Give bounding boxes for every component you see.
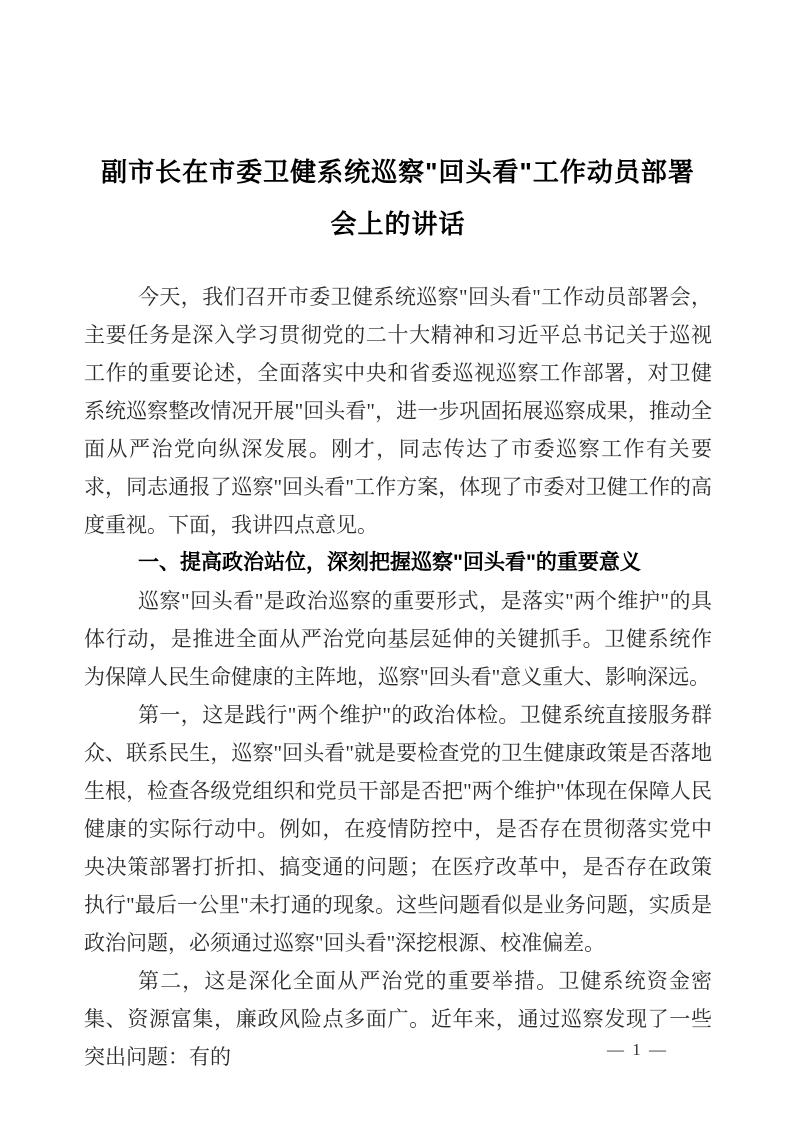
page-title: 副市长在市委卫健系统巡察"回头看"工作动员部署会上的讲话 [101, 157, 695, 239]
document-content [84, 0, 712, 1076]
section-heading: 一、提高政治站位，深刻把握巡察"回头看"的重要意义 [138, 551, 641, 574]
body-paragraph: 今天，我们召开市委卫健系统巡察"回头看"工作动员部署会，主要任务是深入学习贯彻党的二十大精神和习近平总书记关于巡视工作的重要论述，全面落实中央和省委巡视巡察工作部署，对卫健系统巡察整改情况开展"回头看"，进一步巩固拓展巡察成果，推动全面从严治党向纵深发展。刚才，同志传达了市委巡察工作有关要求，同志通报了巡察"回头看"工作方案，体现了市委对卫健工作的高度重视。下面，我讲四点意见。 [84, 285, 712, 537]
body-paragraph: 巡察"回头看"是政治巡察的重要形式，是落实"两个维护"的具体行动，是推进全面从严治党向基层延伸的关键抓手。卫健系统作为保障人民生命健康的主阵地，巡察"回头看"意义重大、影响深远。 [84, 589, 712, 689]
document-body [84, 278, 712, 1076]
body-paragraph: 第二，这是深化全面从严治党的重要举措。卫健系统资金密集、资源富集，廉政风险点多面广。近年来，通过巡察发现了一些突出问题：有的 [84, 969, 712, 1069]
page-number: — 1 — [607, 1040, 668, 1059]
body-paragraph: 第一，这是践行"两个维护"的政治体检。卫健系统直接服务群众、联系民生，巡察"回头看"就是要检查党的卫生健康政策是否落地生根，检查各级党组织和党员干部是否把"两个维护"体现在保障人民健康的实际行动中。例如，在疫情防控中，是否存在贯彻落实党中央决策部署打折扣、搞变通的问题；在医疗改革中，是否存在政策执行"最后一公里"未打通的现象。这些问题看似是业务问题，实质是政治问题，必须通过巡察"回头看"深挖根源、校准偏差。 [84, 703, 712, 955]
